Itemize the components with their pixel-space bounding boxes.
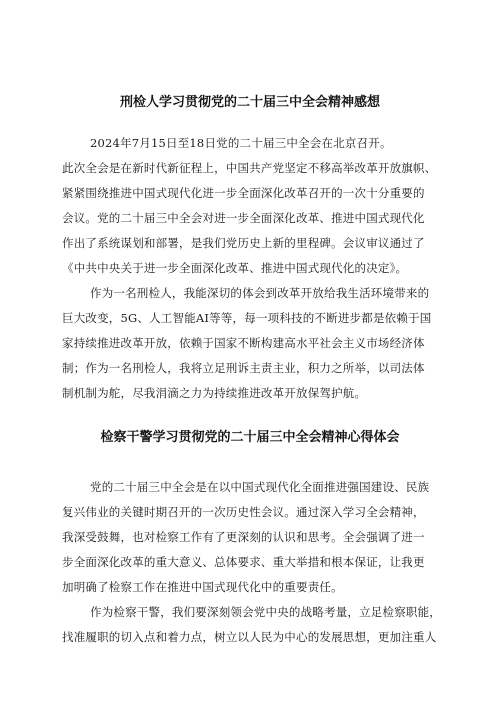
section1-line-2: 此次全会是在新时代新征程上，中国共产党坚定不移高举改革开放旗帜、 [62, 161, 437, 175]
section1-line-1: 2024年7月15日至18日党的二十届三中全会在北京召开。 [90, 136, 392, 150]
section1-line-6: 《中共中央关于进一步全面深化改革、推进中国式现代化的决定》。 [62, 261, 408, 275]
section1-line-3: 紧紧围绕推进中国式现代化进一步全面深化改革召开的一次十分重要的 [62, 186, 425, 200]
section2-line-7: 找准履职的切入点和着力点，树立以人民为中心的发展思想，更加注重人 [62, 630, 437, 644]
section2-line-6: 作为检察干警，我们要深刻领会党中央的战略考量，立足检察职能， [90, 605, 441, 619]
section2-title: 检察干警学习贯彻党的二十届三中全会精神心得体会 [100, 430, 400, 445]
section1-line-5: 作出了系统谋划和部署，是我们党历史上新的里程碑。会议审议通过了 [62, 236, 425, 250]
section1-line-10: 制；作为一名刑检人，我将立足刑诉主责主业，积力之所举，以司法体 [62, 361, 425, 375]
section2-line-1: 党的二十届三中全会是在以中国式现代化全面推进强国建设、民族 [90, 480, 430, 494]
section2-line-4: 步全面深化改革的重大意义、总体要求、重大举措和根本保证，让我更 [62, 555, 425, 569]
section1-line-7: 作为一名刑检人，我能深切的体会到改革开放给我生活环境带来的 [90, 286, 430, 300]
section1-line-8: 巨大改变，5G、人工智能AI等等，每一项科技的不断进步都是依赖于国 [62, 311, 432, 325]
section1-line-9: 家持续推进改革开放，依赖于国家不断构建高水平社会主义市场经济体 [62, 336, 425, 350]
section1-line-4: 会议。党的二十届三中全会对进一步全面深化改革、推进中国式现代化 [62, 211, 425, 225]
section2-line-3: 我深受鼓舞，也对检察工作有了更深刻的认识和思考。全会强调了进一 [62, 530, 425, 544]
section2-line-2: 复兴伟业的关键时期召开的一次历史性会议。通过深入学习全会精神， [62, 505, 425, 519]
section1-title: 刑检人学习贯彻党的二十届三中全会精神感想 [119, 95, 380, 110]
section1-line-11: 制机制为舵，尽我涓滴之力为持续推进改革开放保驾护航。 [62, 386, 367, 400]
section2-line-5: 加明确了检察工作在推进中国式现代化中的重要责任。 [62, 580, 343, 594]
